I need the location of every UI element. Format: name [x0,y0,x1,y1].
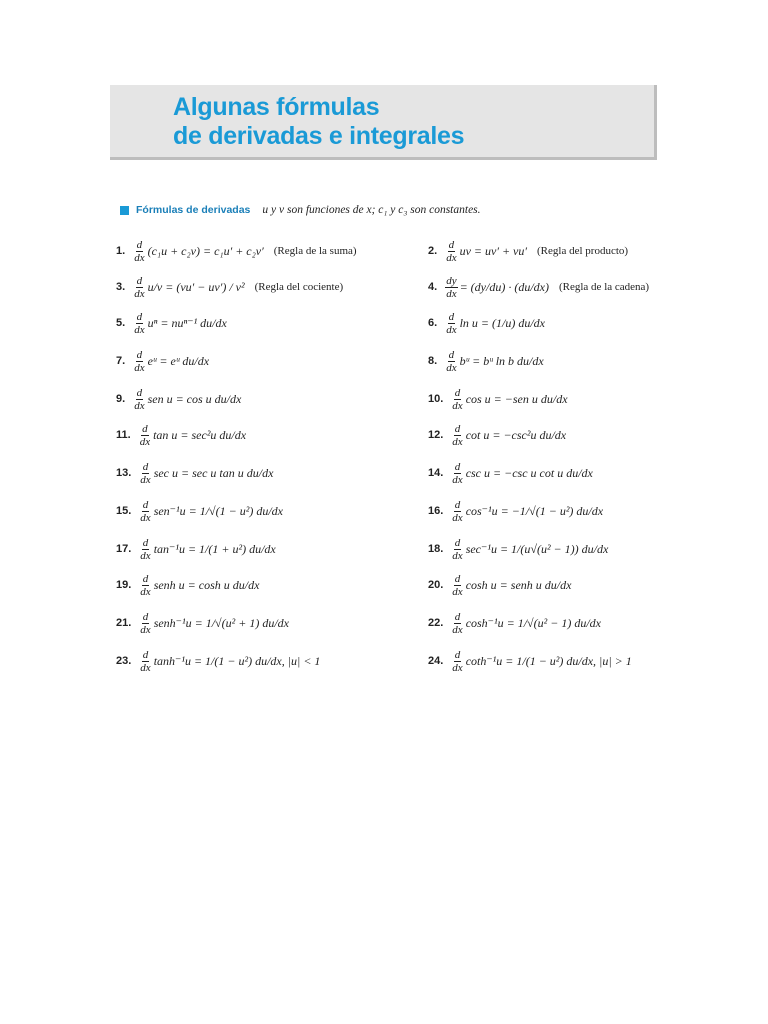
formula-number: 16. [428,505,444,517]
operator-numerator: d [454,610,461,623]
derivative-operator [451,461,463,486]
formula-item [428,234,628,268]
page-title [173,93,464,151]
operator-denominator: dx [452,399,463,412]
formula-item [428,456,593,490]
section-header [120,204,481,216]
formula-number: 10. [428,393,444,405]
formula-item [428,644,632,678]
formula-expression: uⁿ = nuⁿ⁻¹ du/dx [147,315,227,330]
operator-denominator: dx [134,361,145,374]
operator-numerator: d [136,310,143,323]
formula-item [428,382,568,416]
operator-numerator: d [454,422,461,435]
formula-number: 24. [428,655,444,667]
operator-numerator: d [142,498,149,511]
operator-numerator: d [142,572,149,585]
formula-item [116,494,283,528]
title-banner [110,85,657,160]
operator-denominator: dx [140,661,151,674]
derivative-operator [133,349,145,374]
formula-number: 21. [116,617,132,629]
section-description: u y v son funciones de x; c₁ y c₃ son constantes. [262,204,481,216]
operator-denominator: dx [452,511,463,524]
operator-numerator: d [454,498,461,511]
operator-numerator: d [448,238,455,251]
formula-item [428,532,608,566]
formula-expression: sec⁻¹u = 1/(u√(u² − 1)) du/dx [465,541,609,556]
derivative-operator [451,499,463,524]
operator-denominator: dx [452,435,463,448]
formula-expression: tanh⁻¹u = 1/(1 − u²) du/dx, |u| < 1 [153,653,321,668]
derivative-operator [451,573,463,598]
formula-expression: ln u = (1/u) du/dx [459,315,545,330]
formula-number: 19. [116,579,132,591]
formula-number: 1. [116,245,126,257]
derivative-operator [445,349,457,374]
formula-expression: tan u = sec²u du/dx [153,427,247,442]
formula-expression: sen u = cos u du/dx [147,391,242,406]
rule-name: (Regla de la cadena) [558,281,650,293]
formula-expression: sec u = sec u tan u du/dx [153,465,274,480]
formula-expression: cosh⁻¹u = 1/√(u² − 1) du/dx [465,615,601,630]
operator-denominator: dx [446,251,457,264]
formula-number: 23. [116,655,132,667]
formula-expression: csc u = −csc u cot u du/dx [465,465,593,480]
formula-item [116,568,259,602]
operator-numerator: d [136,386,143,399]
operator-numerator: d [136,348,143,361]
formula-number: 2. [428,245,438,257]
formula-expression: eᵘ = eᵘ du/dx [147,353,210,368]
derivative-operator [451,537,463,562]
formula-number: 12. [428,429,444,441]
formula-number: 9. [116,393,126,405]
derivative-operator [451,387,463,412]
derivative-operator [451,611,463,636]
formula-item [116,532,276,566]
operator-numerator: dy [446,274,457,287]
formula-number: 13. [116,467,132,479]
derivative-operator [139,649,151,674]
formula-expression: senh u = cosh u du/dx [153,577,260,592]
operator-denominator: dx [134,323,145,336]
rule-name: (Regla del cociente) [254,281,344,293]
formula-expression: sen⁻¹u = 1/√(1 − u²) du/dx [153,503,283,518]
rule-name: (Regla de la suma) [273,245,357,257]
square-bullet-icon [120,206,129,215]
formula-item [116,234,357,268]
derivative-operator [133,311,145,336]
formula-expression: u/v = (vu′ − uv′) / v² [147,279,245,294]
derivative-operator [445,311,457,336]
operator-denominator: dx [134,399,145,412]
title-line-2: de derivadas e integrales [173,122,465,150]
formula-item [428,418,566,452]
derivative-operator [133,387,145,412]
derivative-operator [451,423,463,448]
operator-denominator: dx [452,661,463,674]
operator-numerator: d [142,460,149,473]
derivative-operator [451,649,463,674]
title-line-1: Algunas fórmulas [173,93,380,121]
formula-number: 6. [428,317,438,329]
operator-denominator: dx [446,323,457,336]
derivative-operator [139,461,151,486]
operator-denominator: dx [446,287,457,300]
operator-numerator: d [142,536,149,549]
derivative-operator [139,537,151,562]
operator-numerator: d [448,348,455,361]
operator-denominator: dx [134,287,145,300]
operator-denominator: dx [452,549,463,562]
rule-name: (Regla del producto) [537,245,629,257]
section-title: Fórmulas de derivadas [136,204,251,216]
operator-numerator: d [454,572,461,585]
operator-numerator: d [454,536,461,549]
derivative-operator [139,573,151,598]
formula-item [428,270,649,304]
operator-numerator: d [136,238,143,251]
operator-numerator: d [454,386,461,399]
formula-expression: senh⁻¹u = 1/√(u² + 1) du/dx [153,615,289,630]
formula-item [116,270,343,304]
formula-number: 22. [428,617,444,629]
formula-number: 15. [116,505,132,517]
formula-expression: = (dy/du) · (du/dx) [459,279,549,294]
derivative-operator [139,423,151,448]
formula-item [428,344,544,378]
formula-item [116,344,209,378]
formula-number: 11. [116,429,131,441]
formula-item [428,494,603,528]
operator-numerator: d [454,648,461,661]
operator-numerator: d [454,460,461,473]
operator-numerator: d [448,310,455,323]
formula-expression: uv = uv′ + vu′ [459,243,528,258]
formula-item [428,306,545,340]
formula-number: 3. [116,281,126,293]
derivative-operator [133,239,145,264]
formula-item [116,606,289,640]
operator-denominator: dx [452,623,463,636]
operator-denominator: dx [452,473,463,486]
operator-denominator: dx [446,361,457,374]
operator-numerator: d [142,648,149,661]
formula-item [116,382,241,416]
derivative-operator [133,275,145,300]
formula-number: 17. [116,543,132,555]
formula-number: 8. [428,355,438,367]
formula-number: 5. [116,317,126,329]
operator-denominator: dx [140,511,151,524]
operator-denominator: dx [139,435,151,448]
formula-number: 7. [116,355,126,367]
formula-number: 14. [428,467,444,479]
operator-denominator: dx [140,623,151,636]
operator-numerator: d [142,422,148,435]
operator-denominator: dx [140,473,151,486]
operator-denominator: dx [140,549,151,562]
formula-item [428,606,601,640]
formula-expression: bᵘ = bᵘ ln b du/dx [459,353,544,368]
formula-item [116,306,227,340]
formula-expression: cot u = −csc²u du/dx [465,427,567,442]
operator-denominator: dx [452,585,463,598]
derivative-operator [139,611,151,636]
formula-expression: (c₁u + c₂v) = c₁u′ + c₂v′ [147,243,264,258]
operator-denominator: dx [134,251,145,264]
derivative-operator [445,275,457,300]
formula-expression: cos⁻¹u = −1/√(1 − u²) du/dx [465,503,604,518]
formula-number: 20. [428,579,444,591]
operator-denominator: dx [140,585,151,598]
formula-number: 18. [428,543,444,555]
formula-expression: tan⁻¹u = 1/(1 + u²) du/dx [153,541,276,556]
formula-item [116,644,320,678]
formula-item [116,418,246,452]
derivative-operator [445,239,457,264]
formula-expression: cos u = −sen u du/dx [465,391,568,406]
operator-numerator: d [136,274,143,287]
formula-expression: coth⁻¹u = 1/(1 − u²) du/dx, |u| > 1 [465,653,632,668]
derivative-operator [139,499,151,524]
formula-expression: cosh u = senh u du/dx [465,577,572,592]
formula-number: 4. [428,281,438,293]
formula-item [116,456,273,490]
operator-numerator: d [142,610,149,623]
formula-item [428,568,571,602]
